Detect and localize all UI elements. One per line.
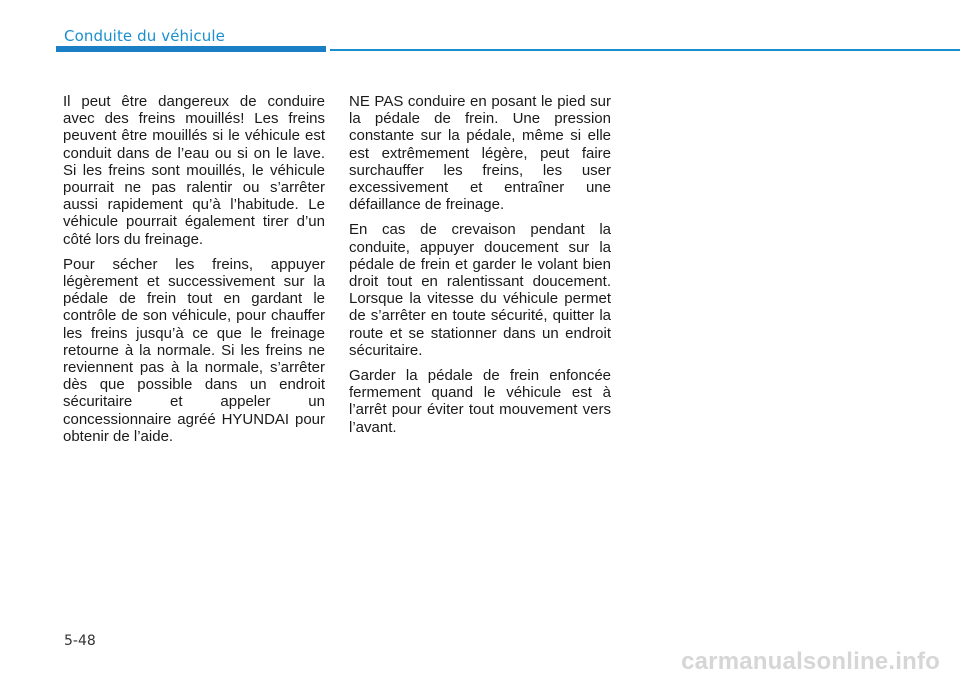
paragraph-foot-on-pedal: NE PAS conduire en posant le pied sur la pédale de frein. Une pression constante sur la pédale, même si elle est extrêmement légère, peut faire surchauffer les freins, les user excessivement et entraîner une défaillance de freinage. bbox=[349, 93, 611, 214]
watermark: carmanualsonline.info bbox=[681, 648, 940, 675]
paragraph-hold-brake: Garder la pédale de frein enfoncée fermement quand le véhicule est à l’arrêt pour éviter tout mouvement vers l’avant. bbox=[349, 367, 611, 436]
section-title: Conduite du véhicule bbox=[64, 27, 225, 45]
text-column-left bbox=[63, 93, 325, 453]
header-rule-thick bbox=[56, 46, 326, 52]
paragraph-flat-tire: En cas de crevaison pendant la conduite, appuyer doucement sur la pédale de frein et garder le volant bien droit tout en ralentissant doucement. Lorsque la vitesse du véhicule permet de s’arrêter en toute sécurité, quitter la route et se stationner dans un endroit sécuritaire. bbox=[349, 221, 611, 359]
text-column-right bbox=[349, 93, 611, 444]
paragraph-wet-brakes: Il peut être dangereux de conduire avec des freins mouillés! Les freins peuvent être mouillés si le véhicule est conduit dans de l’eau ou si on le lave. Si les freins sont mouillés, le véhicule pourrait ne pas ralentir ou s’arrêter aussi rapidement qu’à l’habitude. Le véhicule pourrait également tirer d’un côté lors du freinage. bbox=[63, 93, 325, 248]
page-number: 5-48 bbox=[64, 633, 96, 649]
paragraph-drying-brakes: Pour sécher les freins, appuyer légèrement et successivement sur la pédale de frein tout en gardant le contrôle de son véhicule, pour chauffer les freins jusqu’à ce que le freinage retourne à la normale. Si les freins ne reviennent pas à la normale, s’arrêter dès que possible dans un endroit sécuritaire et appeler un concessionnaire agréé HYUNDAI pour obtenir de l’aide. bbox=[63, 255, 325, 445]
header-rule-thin bbox=[330, 49, 960, 51]
